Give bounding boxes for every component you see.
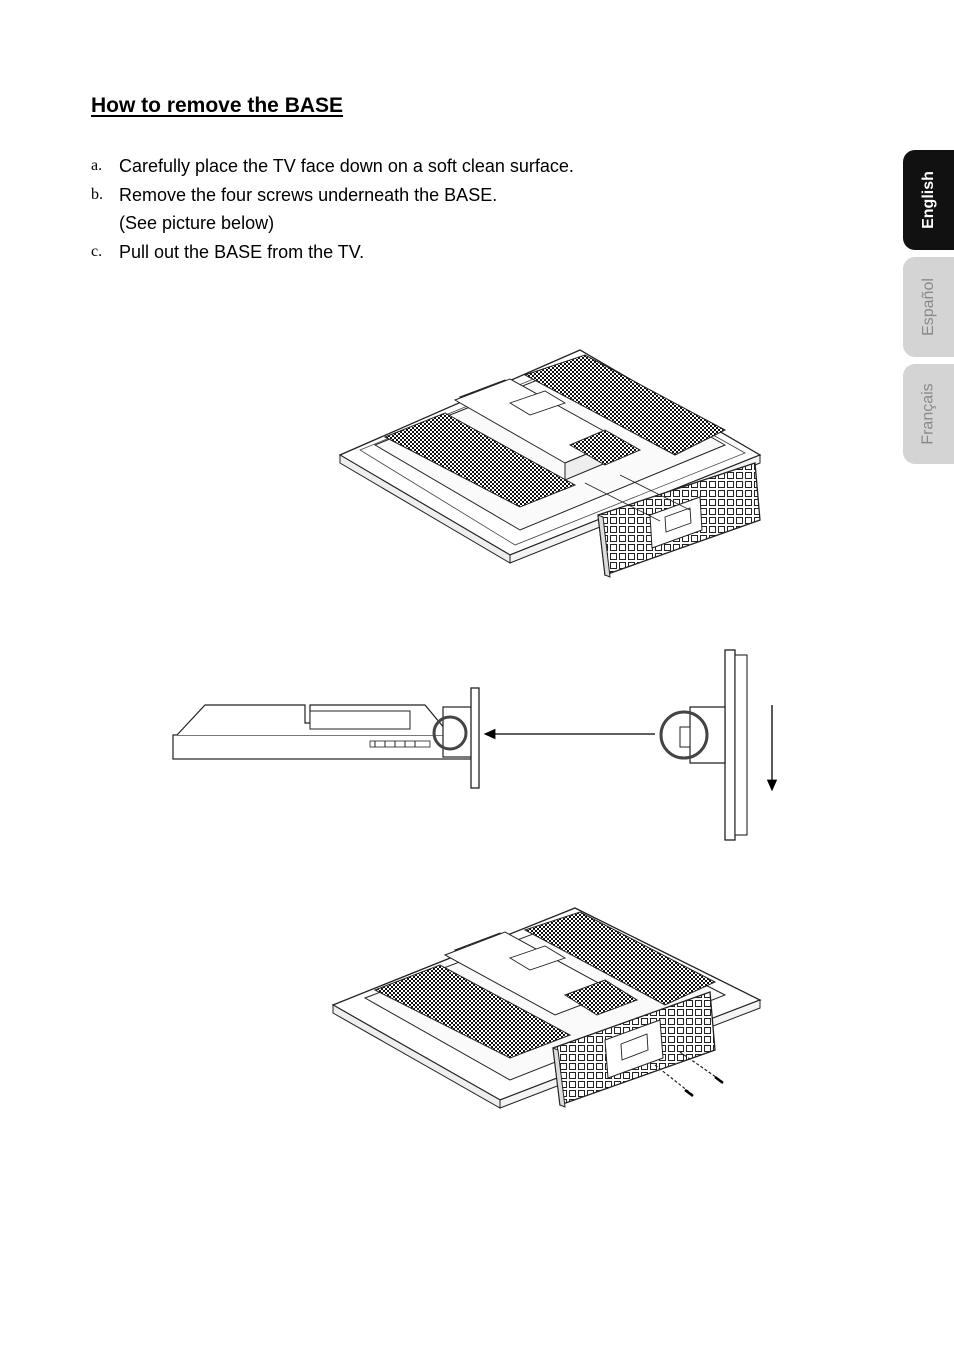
step-marker: a. <box>91 157 103 174</box>
tv-base-attached-illustration <box>330 345 770 590</box>
tab-espanol[interactable] <box>903 257 954 357</box>
tv-side-profile-illustration <box>165 645 795 845</box>
tab-francais[interactable] <box>903 364 954 464</box>
step-text: Carefully place the TV face down on a soft clean surface. <box>119 156 574 176</box>
tab-label: English <box>919 171 937 229</box>
page-title: How to remove the BASE <box>91 94 344 117</box>
instruction-step-c <box>91 238 574 267</box>
tab-label: Español <box>919 278 937 336</box>
tab-label: Français <box>919 383 937 445</box>
instruction-step-a <box>91 152 574 181</box>
tab-english[interactable] <box>903 150 954 250</box>
step-marker: c. <box>91 243 103 261</box>
step-text-note: (See picture below) <box>119 213 275 234</box>
instruction-step-b <box>91 181 574 238</box>
tv-base-removal-illustration <box>325 900 765 1115</box>
step-marker: b. <box>91 185 103 203</box>
step-text: Remove the four screws underneath the BASE. <box>119 184 498 205</box>
instruction-list <box>91 152 574 267</box>
step-text: Pull out the BASE from the TV. <box>119 242 365 263</box>
